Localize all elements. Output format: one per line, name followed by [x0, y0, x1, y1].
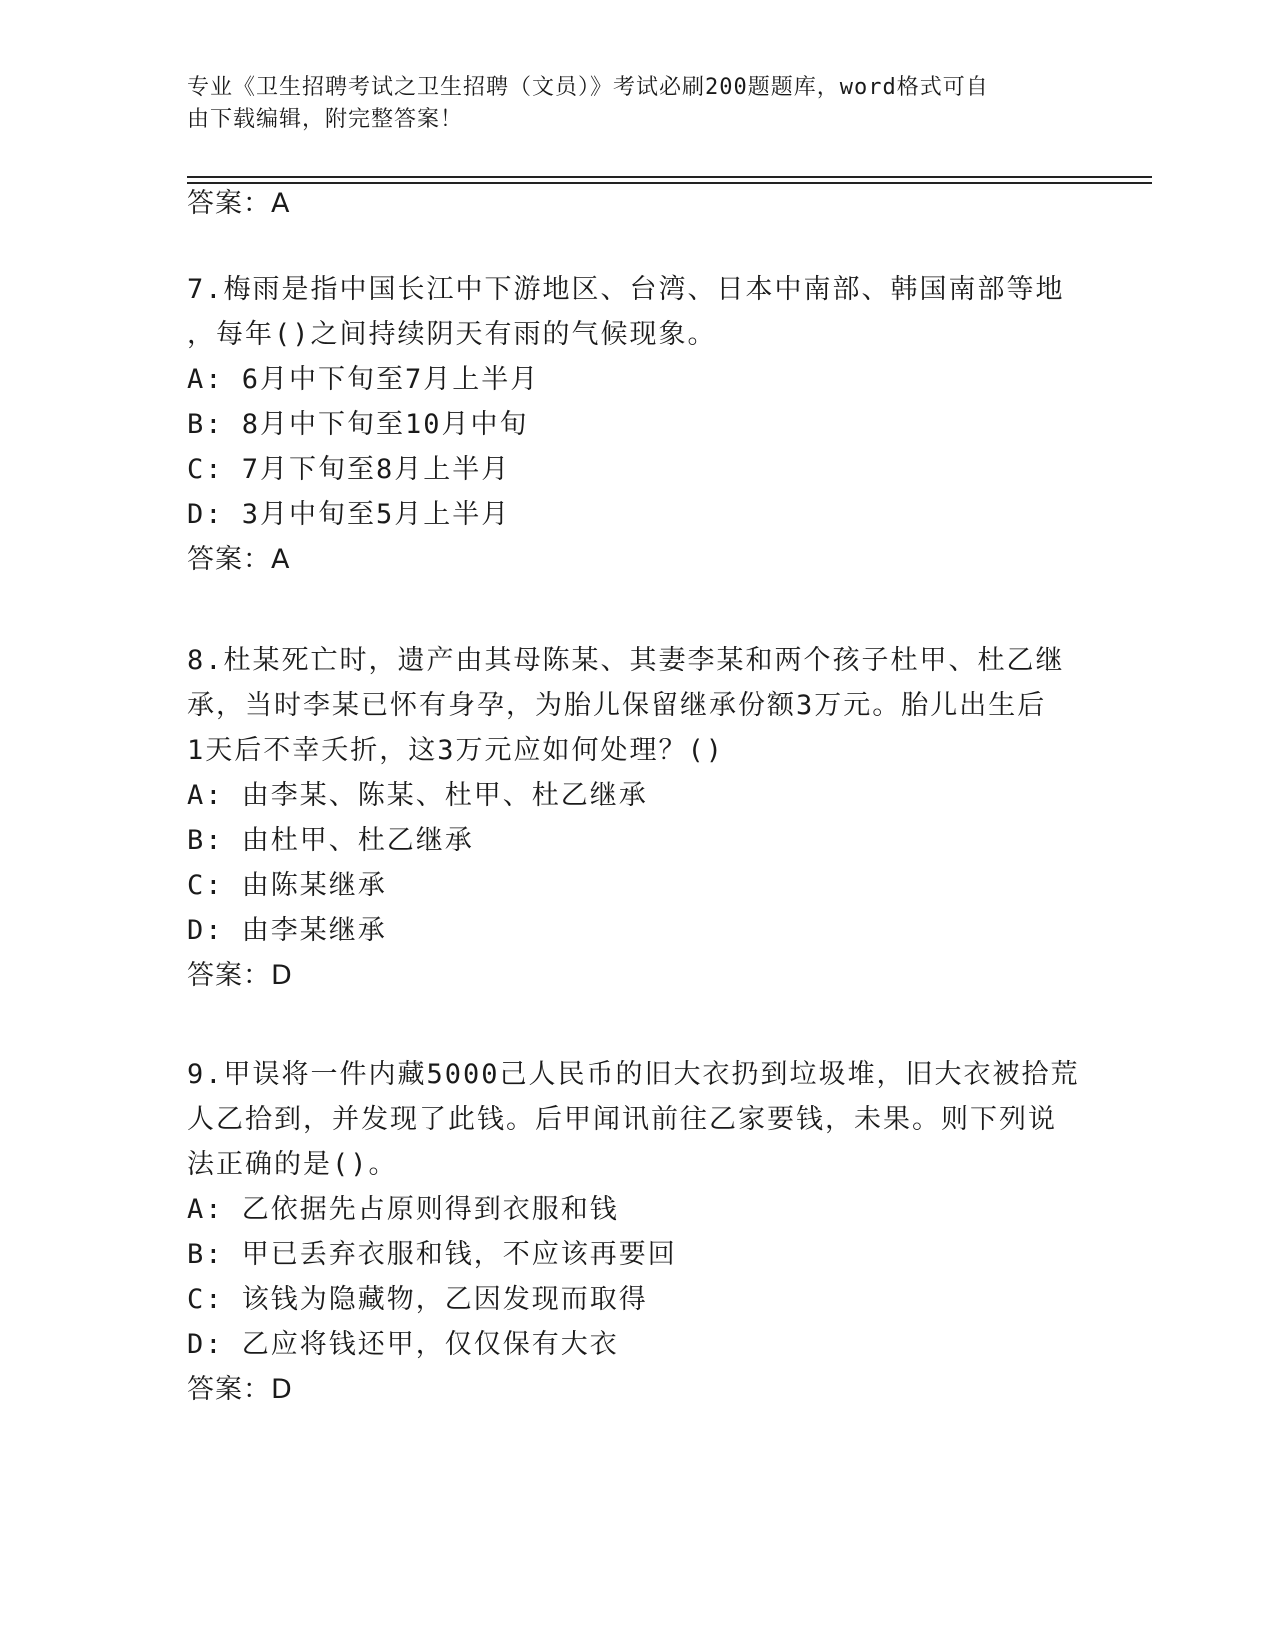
answer-value: A	[271, 544, 291, 575]
answer-value: A	[271, 188, 291, 219]
answer-line	[187, 181, 1087, 226]
previous-answer	[187, 181, 1087, 226]
document-header	[187, 72, 1087, 136]
option-d: D: 乙应将钱还甲，仅仅保有大衣	[187, 1329, 619, 1360]
option-b: B: 由杜甲、杜乙继承	[187, 825, 474, 856]
question-8	[187, 638, 1087, 998]
option-b: B: 8月中下旬至10月中旬	[187, 409, 529, 440]
question-text-line: 人乙拾到，并发现了此钱。后甲闻讯前往乙家要钱，未果。则下列说	[187, 1104, 1057, 1135]
answer-value: D	[271, 1374, 293, 1405]
question-text-line: 7.梅雨是指中国长江中下游地区、台湾、日本中南部、韩国南部等地	[187, 274, 1065, 305]
answer-label: 答案：	[187, 188, 271, 219]
answer-line	[187, 537, 1087, 582]
option-d: D: 3月中旬至5月上半月	[187, 499, 511, 530]
option-a: A: 由李某、陈某、杜甲、杜乙继承	[187, 780, 648, 811]
option-b: B: 甲已丢弃衣服和钱，不应该再要回	[187, 1239, 677, 1270]
answer-label: 答案：	[187, 544, 271, 575]
option-a: A: 6月中下旬至7月上半月	[187, 364, 540, 395]
question-9	[187, 1052, 1087, 1412]
header-divider-top	[187, 176, 1152, 178]
question-text-line: 法正确的是()。	[187, 1149, 398, 1180]
option-a: A: 乙依据先占原则得到衣服和钱	[187, 1194, 619, 1225]
option-c: C: 7月下旬至8月上半月	[187, 454, 511, 485]
question-text-line: 9.甲误将一件内藏5000己人民币的旧大衣扔到垃圾堆，旧大衣被拾荒	[187, 1059, 1080, 1090]
answer-label: 答案：	[187, 1374, 271, 1405]
option-d: D: 由李某继承	[187, 915, 387, 946]
question-text-line: 1天后不幸夭折，这3万元应如何处理？()	[187, 735, 725, 766]
option-c: C: 由陈某继承	[187, 870, 387, 901]
question-text-line: 8.杜某死亡时，遗产由其母陈某、其妻李某和两个孩子杜甲、杜乙继	[187, 645, 1065, 676]
answer-value: D	[271, 960, 293, 991]
answer-line	[187, 953, 1087, 998]
option-c: C: 该钱为隐藏物，乙因发现而取得	[187, 1284, 648, 1315]
answer-line	[187, 1367, 1087, 1412]
question-7	[187, 267, 1087, 582]
header-line-1: 专业《卫生招聘考试之卫生招聘（文员）》考试必刷200题题库，word格式可自	[187, 75, 989, 100]
header-line-2: 由下载编辑，附完整答案！	[187, 107, 464, 132]
question-text-line: ，每年()之间持续阴天有雨的气候现象。	[187, 319, 717, 350]
question-text-line: 承，当时李某已怀有身孕，为胎儿保留继承份额3万元。胎儿出生后	[187, 690, 1047, 721]
answer-label: 答案：	[187, 960, 271, 991]
